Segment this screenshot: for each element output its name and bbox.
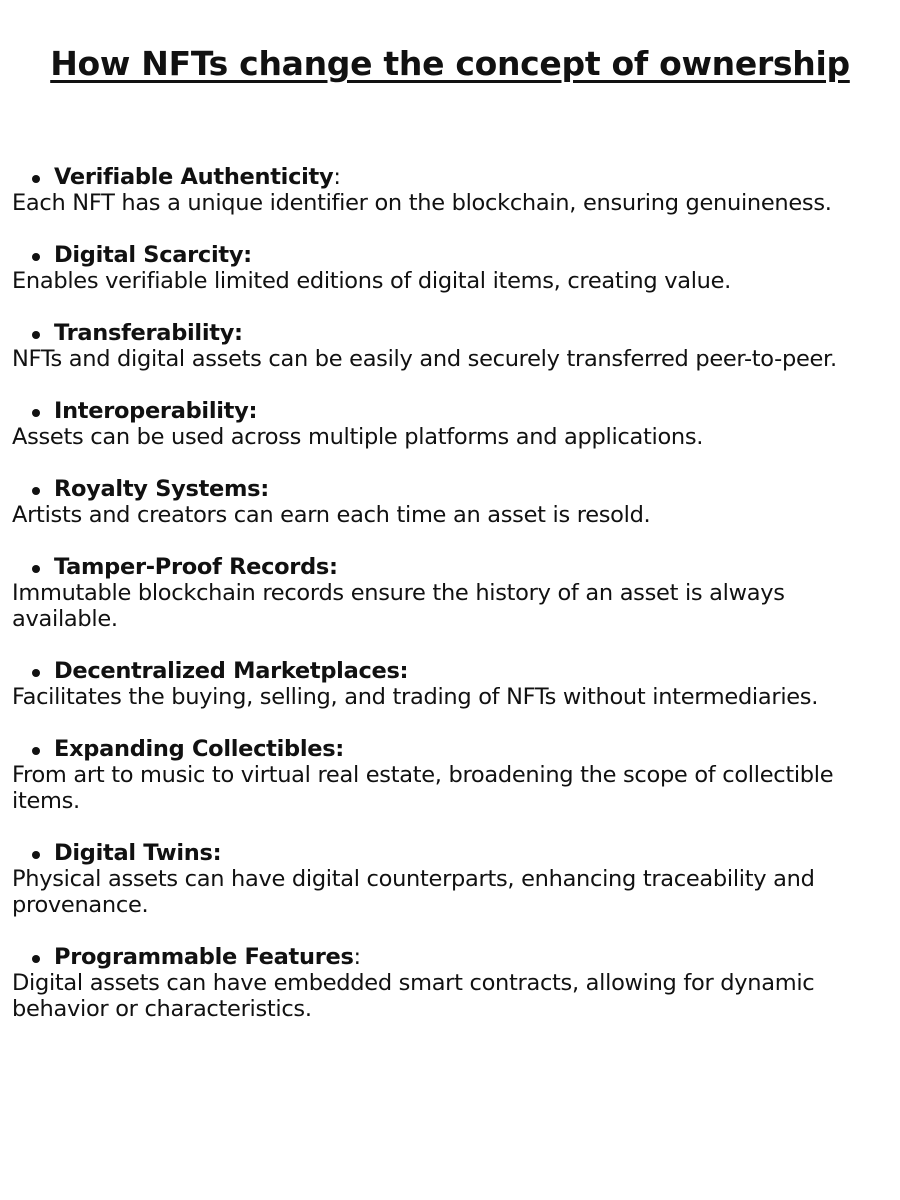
list-item-title: Decentralized Marketplaces: — [54, 658, 409, 684]
ownership-points-list — [12, 164, 892, 1048]
bullet-icon — [32, 175, 40, 183]
list-item — [12, 476, 892, 528]
list-item — [12, 840, 892, 918]
bullet-icon — [32, 955, 40, 963]
list-item-description: Digital assets can have embedded smart contracts, allowing for dynamic behavior or characteristics. — [12, 970, 815, 1022]
list-item-title: Digital Scarcity: — [54, 242, 252, 268]
bullet-icon — [32, 253, 40, 261]
list-item-title: Transferability: — [54, 320, 243, 346]
list-item-description: Artists and creators can earn each time an asset is resold. — [12, 502, 651, 528]
bullet-icon — [32, 409, 40, 417]
list-item-description: Enables verifiable limited editions of digital items, creating value. — [12, 268, 731, 294]
list-item — [12, 242, 892, 294]
list-item-heading — [12, 840, 892, 866]
list-item-title: Tamper-Proof Records: — [54, 554, 338, 580]
list-item-title: Programmable Features — [54, 944, 354, 970]
list-item-description: Each NFT has a unique identifier on the blockchain, ensuring genuineness. — [12, 190, 832, 216]
list-item-description: NFTs and digital assets can be easily and securely transferred peer-to-peer. — [12, 346, 837, 372]
page-title: How NFTs change the concept of ownership — [50, 44, 850, 83]
list-item-description: Facilitates the buying, selling, and trading of NFTs without intermediaries. — [12, 684, 819, 710]
list-item-heading — [12, 242, 892, 268]
list-item-heading — [12, 736, 892, 762]
list-item-title: Verifiable Authenticity — [54, 164, 334, 190]
bullet-icon — [32, 747, 40, 755]
list-item — [12, 658, 892, 710]
list-item-heading — [12, 164, 892, 190]
list-item-heading — [12, 944, 892, 970]
list-item-title-suffix: : — [353, 944, 361, 970]
list-item-heading — [12, 658, 892, 684]
list-item-heading — [12, 476, 892, 502]
list-item-title: Expanding Collectibles: — [54, 736, 344, 762]
list-item — [12, 164, 892, 216]
list-item-title: Royalty Systems: — [54, 476, 269, 502]
bullet-icon — [32, 487, 40, 495]
list-item-description: From art to music to virtual real estate, broadening the scope of collectible items. — [12, 762, 834, 814]
list-item — [12, 736, 892, 814]
list-item — [12, 320, 892, 372]
list-item — [12, 398, 892, 450]
list-item-heading — [12, 320, 892, 346]
list-item-heading — [12, 398, 892, 424]
list-item-title: Interoperability: — [54, 398, 258, 424]
list-item — [12, 944, 892, 1022]
list-item-heading — [12, 554, 892, 580]
list-item-description: Physical assets can have digital counterparts, enhancing traceability and provenance. — [12, 866, 815, 918]
bullet-icon — [32, 851, 40, 859]
bullet-icon — [32, 565, 40, 573]
list-item-title: Digital Twins: — [54, 840, 222, 866]
list-item-title-suffix: : — [333, 164, 341, 190]
bullet-icon — [32, 331, 40, 339]
list-item-description: Assets can be used across multiple platforms and applications. — [12, 424, 704, 450]
list-item-description: Immutable blockchain records ensure the history of an asset is always available. — [12, 580, 785, 632]
list-item — [12, 554, 892, 632]
bullet-icon — [32, 669, 40, 677]
